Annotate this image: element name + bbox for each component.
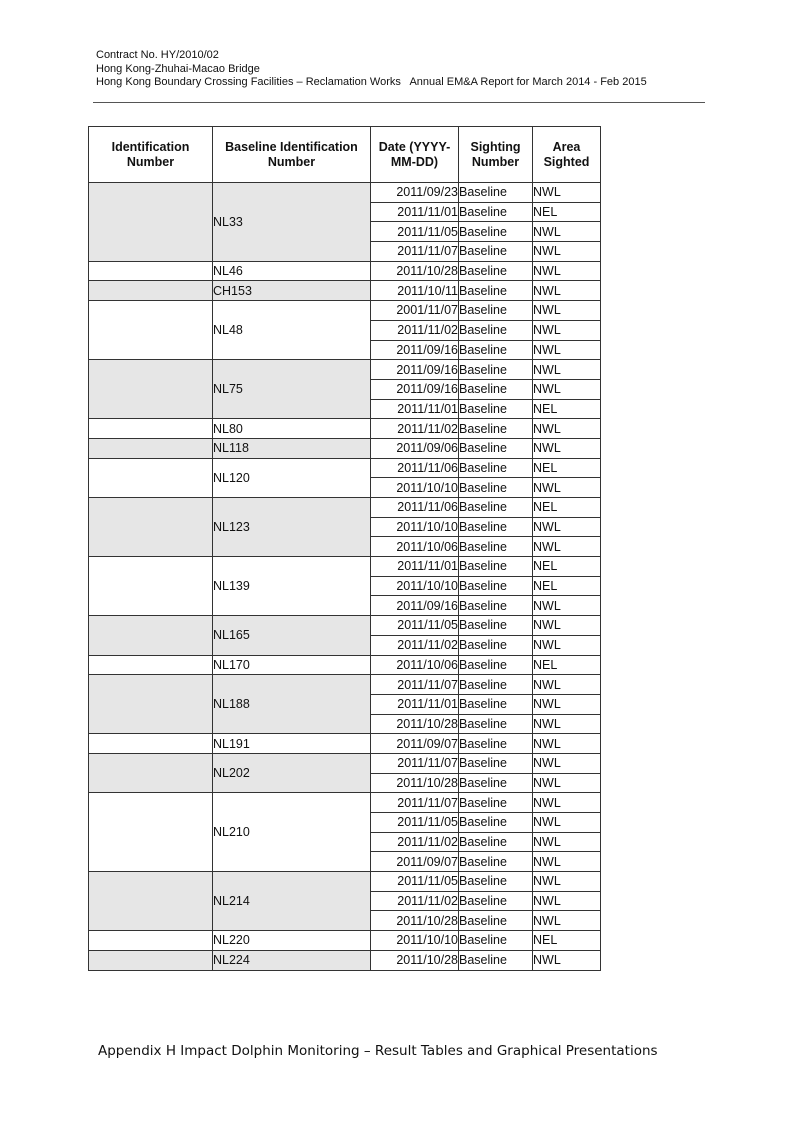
area-sighted-cell: NWL: [533, 635, 601, 655]
identification-number-cell: [89, 360, 213, 419]
sighting-number-cell: Baseline: [459, 714, 533, 734]
date-cell: 2011/10/28: [371, 773, 459, 793]
area-sighted-cell: NEL: [533, 557, 601, 577]
sighting-number-cell: Baseline: [459, 635, 533, 655]
date-cell: 2011/11/06: [371, 458, 459, 478]
area-sighted-cell: NWL: [533, 694, 601, 714]
table-row: [89, 616, 601, 636]
baseline-id-cell: NL191: [213, 734, 371, 754]
date-cell: 2011/11/02: [371, 320, 459, 340]
baseline-id-cell: NL214: [213, 872, 371, 931]
area-sighted-cell: NEL: [533, 498, 601, 518]
area-sighted-cell: NWL: [533, 813, 601, 833]
identification-number-cell: [89, 931, 213, 951]
sighting-number-cell: Baseline: [459, 675, 533, 695]
sighting-number-cell: Baseline: [459, 931, 533, 951]
date-cell: 2011/11/02: [371, 635, 459, 655]
table-row: [89, 301, 601, 321]
table-row: [89, 261, 601, 281]
area-sighted-cell: NEL: [533, 202, 601, 222]
sighting-number-cell: Baseline: [459, 950, 533, 970]
baseline-id-cell: NL165: [213, 616, 371, 655]
date-cell: 2011/10/10: [371, 517, 459, 537]
identification-number-cell: [89, 419, 213, 439]
report-title: Hong Kong Boundary Crossing Facilities – Reclamation Works Annual EM&A Report for March 2014 - Feb 2015: [96, 76, 647, 88]
date-cell: 2011/11/06: [371, 498, 459, 518]
sighting-number-cell: Baseline: [459, 202, 533, 222]
area-sighted-cell: NWL: [533, 517, 601, 537]
date-cell: 2011/09/16: [371, 596, 459, 616]
area-sighted-cell: NWL: [533, 616, 601, 636]
identification-number-cell: [89, 616, 213, 655]
contract-number: Contract No. HY/2010/02: [96, 49, 219, 61]
sighting-number-cell: Baseline: [459, 517, 533, 537]
identification-number-cell: [89, 734, 213, 754]
area-sighted-cell: NWL: [533, 891, 601, 911]
area-sighted-cell: NWL: [533, 537, 601, 557]
table-body: [89, 183, 601, 971]
sighting-number-cell: Baseline: [459, 872, 533, 892]
identification-number-cell: [89, 261, 213, 281]
date-cell: 2011/11/05: [371, 872, 459, 892]
table-row: [89, 419, 601, 439]
table-row: [89, 438, 601, 458]
area-sighted-cell: NWL: [533, 675, 601, 695]
sighting-number-cell: Baseline: [459, 438, 533, 458]
date-cell: 2011/10/10: [371, 931, 459, 951]
table-row: [89, 675, 601, 695]
date-cell: 2011/10/28: [371, 950, 459, 970]
sighting-number-cell: Baseline: [459, 596, 533, 616]
sighting-number-cell: Baseline: [459, 301, 533, 321]
page-footer: Appendix H Impact Dolphin Monitoring – Result Tables and Graphical Presentations: [98, 1043, 658, 1059]
baseline-id-cell: NL170: [213, 655, 371, 675]
baseline-id-cell: NL80: [213, 419, 371, 439]
date-cell: 2011/09/07: [371, 734, 459, 754]
table-row: [89, 360, 601, 380]
identification-number-cell: [89, 793, 213, 872]
baseline-id-cell: NL120: [213, 458, 371, 497]
sighting-number-cell: Baseline: [459, 852, 533, 872]
table-row: [89, 734, 601, 754]
area-sighted-cell: NEL: [533, 399, 601, 419]
area-sighted-cell: NWL: [533, 753, 601, 773]
sighting-number-cell: Baseline: [459, 261, 533, 281]
area-sighted-cell: NWL: [533, 911, 601, 931]
sighting-number-cell: Baseline: [459, 891, 533, 911]
area-sighted-cell: NEL: [533, 655, 601, 675]
area-sighted-cell: NWL: [533, 478, 601, 498]
dolphin-sighting-table: [88, 126, 601, 971]
table-row: [89, 458, 601, 478]
table-row: [89, 557, 601, 577]
baseline-id-cell: NL220: [213, 931, 371, 951]
area-sighted-cell: NWL: [533, 360, 601, 380]
area-sighted-cell: NWL: [533, 301, 601, 321]
area-sighted-cell: NEL: [533, 931, 601, 951]
table-row: [89, 931, 601, 951]
area-sighted-cell: NWL: [533, 281, 601, 301]
sighting-number-cell: Baseline: [459, 655, 533, 675]
area-sighted-cell: NWL: [533, 793, 601, 813]
baseline-id-cell: NL210: [213, 793, 371, 872]
sighting-number-cell: Baseline: [459, 340, 533, 360]
column-header-date: Date (YYYY-MM-DD): [371, 127, 459, 183]
date-cell: 2011/11/05: [371, 616, 459, 636]
date-cell: 2011/11/02: [371, 891, 459, 911]
baseline-id-cell: NL202: [213, 753, 371, 792]
date-cell: 2011/11/01: [371, 202, 459, 222]
column-header-area-sighted: Area Sighted: [533, 127, 601, 183]
table-row: [89, 950, 601, 970]
area-sighted-cell: NWL: [533, 261, 601, 281]
area-sighted-cell: NWL: [533, 340, 601, 360]
date-cell: 2011/09/16: [371, 360, 459, 380]
identification-number-cell: [89, 753, 213, 792]
sighting-number-cell: Baseline: [459, 222, 533, 242]
date-cell: 2011/10/28: [371, 714, 459, 734]
area-sighted-cell: NWL: [533, 183, 601, 203]
sighting-number-cell: Baseline: [459, 379, 533, 399]
sighting-number-cell: Baseline: [459, 419, 533, 439]
header-divider: [93, 102, 705, 103]
area-sighted-cell: NWL: [533, 379, 601, 399]
area-sighted-cell: NWL: [533, 832, 601, 852]
date-cell: 2011/11/07: [371, 242, 459, 262]
page-header: [96, 49, 647, 90]
table-row: [89, 872, 601, 892]
date-cell: 2011/10/10: [371, 576, 459, 596]
date-cell: 2011/09/16: [371, 340, 459, 360]
sighting-number-cell: Baseline: [459, 320, 533, 340]
date-cell: 2011/10/28: [371, 261, 459, 281]
table-row: [89, 793, 601, 813]
date-cell: 2011/11/01: [371, 557, 459, 577]
identification-number-cell: [89, 655, 213, 675]
baseline-id-cell: NL188: [213, 675, 371, 734]
sighting-number-cell: Baseline: [459, 616, 533, 636]
date-cell: 2011/09/07: [371, 852, 459, 872]
area-sighted-cell: NEL: [533, 576, 601, 596]
date-cell: 2011/09/06: [371, 438, 459, 458]
table-row: [89, 498, 601, 518]
identification-number-cell: [89, 301, 213, 360]
date-cell: 2011/11/01: [371, 399, 459, 419]
sighting-number-cell: Baseline: [459, 832, 533, 852]
identification-number-cell: [89, 872, 213, 931]
baseline-id-cell: NL75: [213, 360, 371, 419]
date-cell: 2011/11/07: [371, 793, 459, 813]
date-cell: 2011/10/06: [371, 655, 459, 675]
area-sighted-cell: NWL: [533, 714, 601, 734]
sighting-number-cell: Baseline: [459, 478, 533, 498]
date-cell: 2001/11/07: [371, 301, 459, 321]
sighting-number-cell: Baseline: [459, 537, 533, 557]
sighting-number-cell: Baseline: [459, 793, 533, 813]
sighting-number-cell: Baseline: [459, 734, 533, 754]
area-sighted-cell: NWL: [533, 419, 601, 439]
date-cell: 2011/11/02: [371, 419, 459, 439]
area-sighted-cell: NEL: [533, 458, 601, 478]
identification-number-cell: [89, 438, 213, 458]
sighting-number-cell: Baseline: [459, 458, 533, 478]
date-cell: 2011/11/05: [371, 222, 459, 242]
date-cell: 2011/11/01: [371, 694, 459, 714]
baseline-id-cell: NL33: [213, 183, 371, 262]
identification-number-cell: [89, 498, 213, 557]
baseline-id-cell: NL139: [213, 557, 371, 616]
sighting-number-cell: Baseline: [459, 242, 533, 262]
date-cell: 2011/11/05: [371, 813, 459, 833]
area-sighted-cell: NWL: [533, 438, 601, 458]
baseline-id-cell: NL118: [213, 438, 371, 458]
sighting-number-cell: Baseline: [459, 498, 533, 518]
column-header-baseline-identification-number: Baseline Identification Number: [213, 127, 371, 183]
area-sighted-cell: NWL: [533, 596, 601, 616]
date-cell: 2011/10/11: [371, 281, 459, 301]
date-cell: 2011/10/28: [371, 911, 459, 931]
baseline-id-cell: NL48: [213, 301, 371, 360]
date-cell: 2011/11/07: [371, 753, 459, 773]
baseline-id-cell: NL224: [213, 950, 371, 970]
identification-number-cell: [89, 183, 213, 262]
sighting-number-cell: Baseline: [459, 281, 533, 301]
area-sighted-cell: NWL: [533, 773, 601, 793]
baseline-id-cell: NL46: [213, 261, 371, 281]
area-sighted-cell: NWL: [533, 852, 601, 872]
date-cell: 2011/11/07: [371, 675, 459, 695]
area-sighted-cell: NWL: [533, 950, 601, 970]
identification-number-cell: [89, 950, 213, 970]
sighting-number-cell: Baseline: [459, 753, 533, 773]
identification-number-cell: [89, 458, 213, 497]
column-header-identification-number: Identification Number: [89, 127, 213, 183]
baseline-id-cell: CH153: [213, 281, 371, 301]
area-sighted-cell: NWL: [533, 734, 601, 754]
project-name: Hong Kong-Zhuhai-Macao Bridge: [96, 62, 260, 75]
column-header-sighting-number: Sighting Number: [459, 127, 533, 183]
area-sighted-cell: NWL: [533, 222, 601, 242]
sighting-number-cell: Baseline: [459, 399, 533, 419]
date-cell: 2011/10/06: [371, 537, 459, 557]
area-sighted-cell: NWL: [533, 242, 601, 262]
identification-number-cell: [89, 675, 213, 734]
sighting-number-cell: Baseline: [459, 360, 533, 380]
table-row: [89, 655, 601, 675]
identification-number-cell: [89, 557, 213, 616]
table-row: [89, 281, 601, 301]
date-cell: 2011/09/23: [371, 183, 459, 203]
sighting-number-cell: Baseline: [459, 813, 533, 833]
area-sighted-cell: NWL: [533, 320, 601, 340]
date-cell: 2011/09/16: [371, 379, 459, 399]
date-cell: 2011/10/10: [371, 478, 459, 498]
table-row: [89, 183, 601, 203]
sighting-number-cell: Baseline: [459, 183, 533, 203]
sighting-number-cell: Baseline: [459, 694, 533, 714]
baseline-id-cell: NL123: [213, 498, 371, 557]
sighting-number-cell: Baseline: [459, 576, 533, 596]
sighting-number-cell: Baseline: [459, 773, 533, 793]
sighting-number-cell: Baseline: [459, 911, 533, 931]
sighting-number-cell: Baseline: [459, 557, 533, 577]
date-cell: 2011/11/02: [371, 832, 459, 852]
table-row: [89, 753, 601, 773]
area-sighted-cell: NWL: [533, 872, 601, 892]
identification-number-cell: [89, 281, 213, 301]
table-header-row: [89, 127, 601, 183]
